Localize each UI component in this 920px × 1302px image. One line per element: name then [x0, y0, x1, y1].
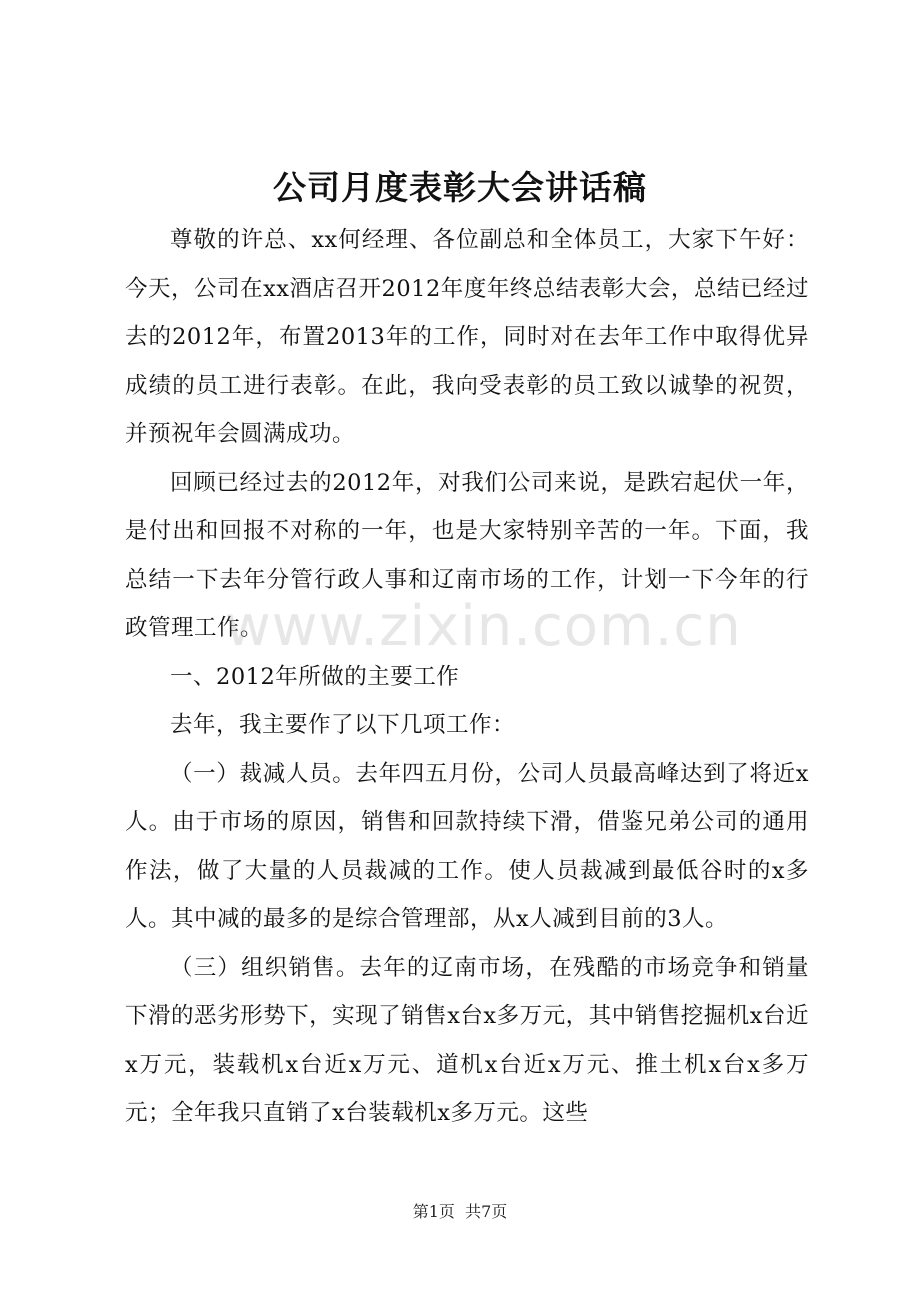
document-title: 公司月度表彰大会讲话稿	[273, 168, 647, 207]
page-total: 共7页	[465, 1202, 508, 1221]
section-heading: 一、2012年所做的主要工作	[170, 663, 460, 690]
document-body	[125, 216, 809, 1138]
paragraph-staff-reduction: （一）裁减人员。去年四五月份，公司人员最高峰达到了将近x人。由于市场的原因，销售和回款持续下滑，借鉴兄弟公司的通用作法，做了大量的人员裁减的工作。使人员裁减到最低谷时的x多人。其中减的最多的是综合管理部，从x人减到目前的3人。	[125, 760, 809, 932]
watermark: www.zixin.com.cn	[225, 594, 742, 659]
page-footer	[0, 1201, 920, 1223]
paragraph-greeting: 尊敬的许总、xx何经理、各位副总和全体员工，大家下午好：今天，公司在xx酒店召开2012年度年终总结表彰大会，总结已经过去的2012年，布置2013年的工作，同时对在去年工作中取得优异成绩的员工进行表彰。在此，我向受表彰的员工致以诚挚的祝贺，并预祝年会圆满成功。	[125, 227, 809, 447]
paragraph-intro: 去年，我主要作了以下几项工作：	[170, 712, 516, 738]
paragraph-review: 回顾已经过去的2012年，对我们公司来说，是跌宕起伏一年，是付出和回报不对称的一年，也是大家特别辛苦的一年。下面，我总结一下去年分管行政人事和辽南市场的工作，计划一下今年的行政管理工作。	[125, 469, 809, 641]
paragraph-sales: （三）组织销售。去年的辽南市场，在残酷的市场竞争和销量下滑的恶劣形势下，实现了销售x台x多万元，其中销售挖掘机x台近x万元，装载机x台近x万元、道机x台近x万元、推土机x台x多万元；全年我只直销了x台装载机x多万元。这些	[125, 954, 809, 1126]
page-number: 第1页	[412, 1202, 455, 1221]
